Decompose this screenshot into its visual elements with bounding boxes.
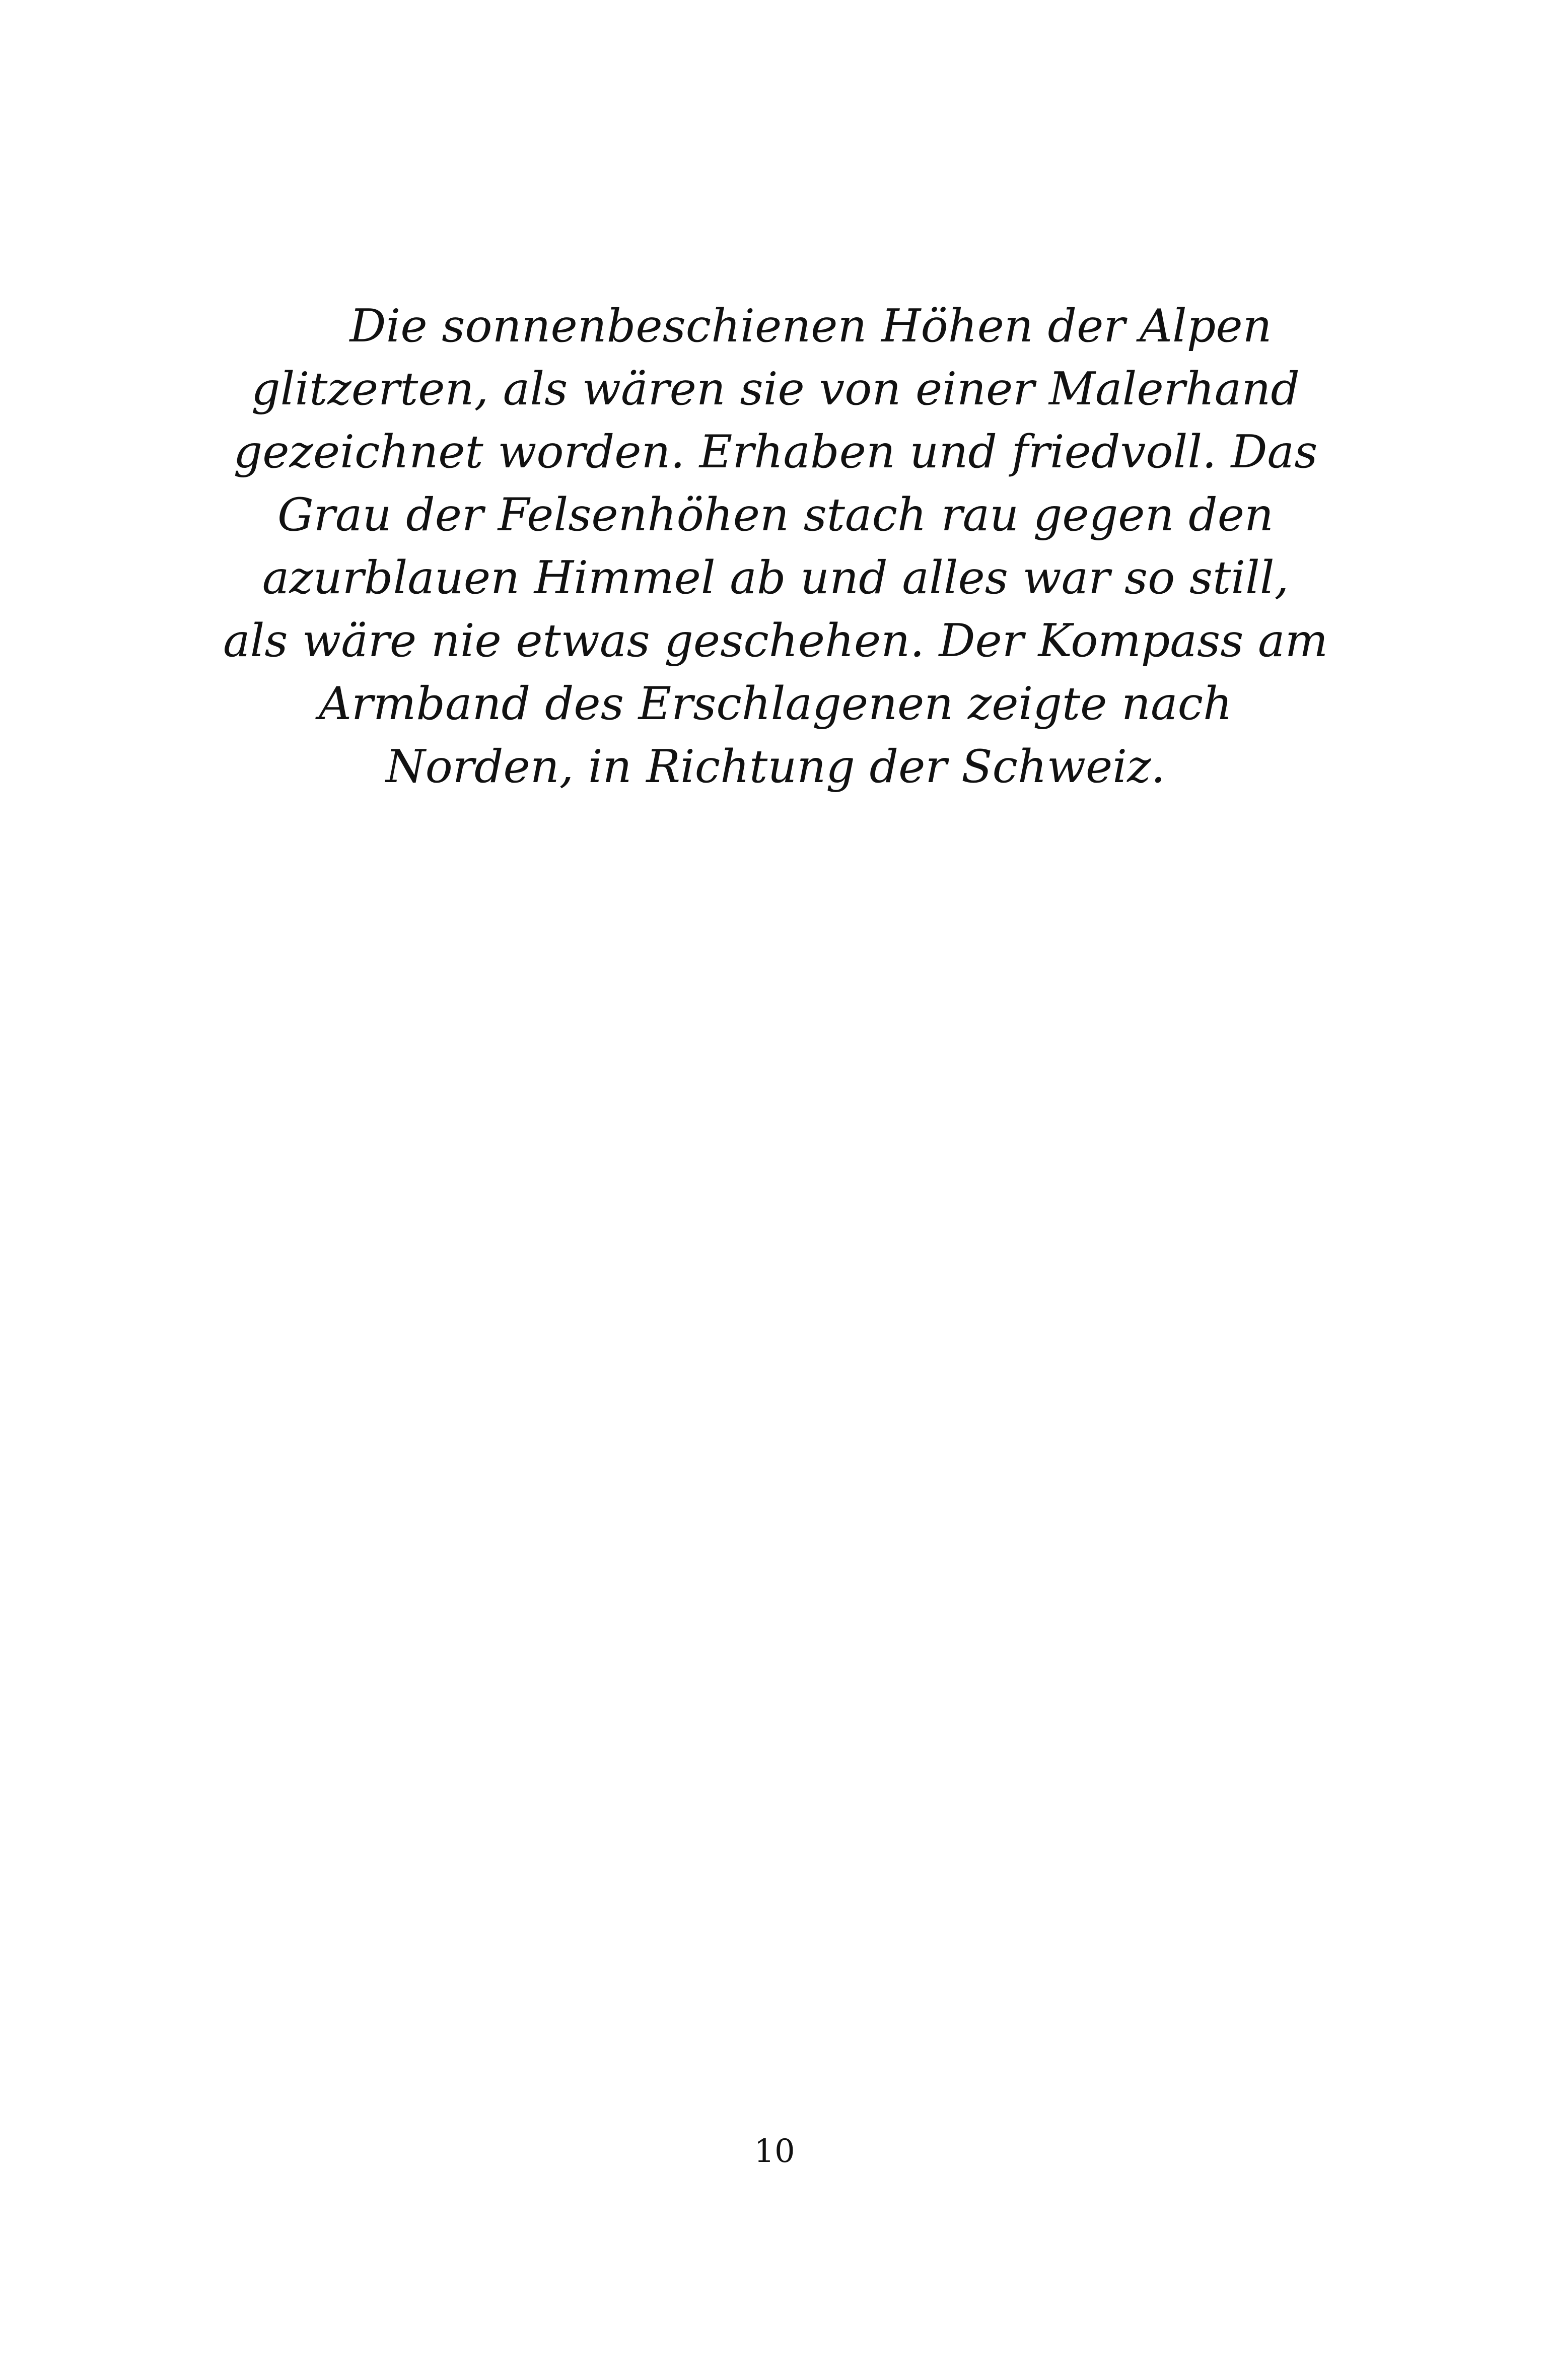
paragraph-line: Armband des Erschlagenen zeigte nach xyxy=(319,677,1232,730)
paragraph-line: als wäre nie etwas geschehen. Der Kompass am xyxy=(223,614,1328,667)
paragraph-line: Die sonnenbeschienen Höhen der Alpen xyxy=(349,300,1272,353)
paragraph-line: glitzerten, als wären sie von einer Malerhand xyxy=(251,363,1300,415)
paragraph-line: Grau der Felsenhöhen stach rau gegen den xyxy=(277,488,1274,541)
paragraph-line: azurblauen Himmel ab und alles war so still, xyxy=(262,551,1289,604)
paragraph-line: Norden, in Richtung der Schweiz. xyxy=(385,740,1166,793)
body-paragraph xyxy=(222,295,1329,798)
paragraph-line: gezeichnet worden. Erhaben und friedvoll. Das xyxy=(233,426,1318,478)
page-number: 10 xyxy=(754,2133,795,2170)
